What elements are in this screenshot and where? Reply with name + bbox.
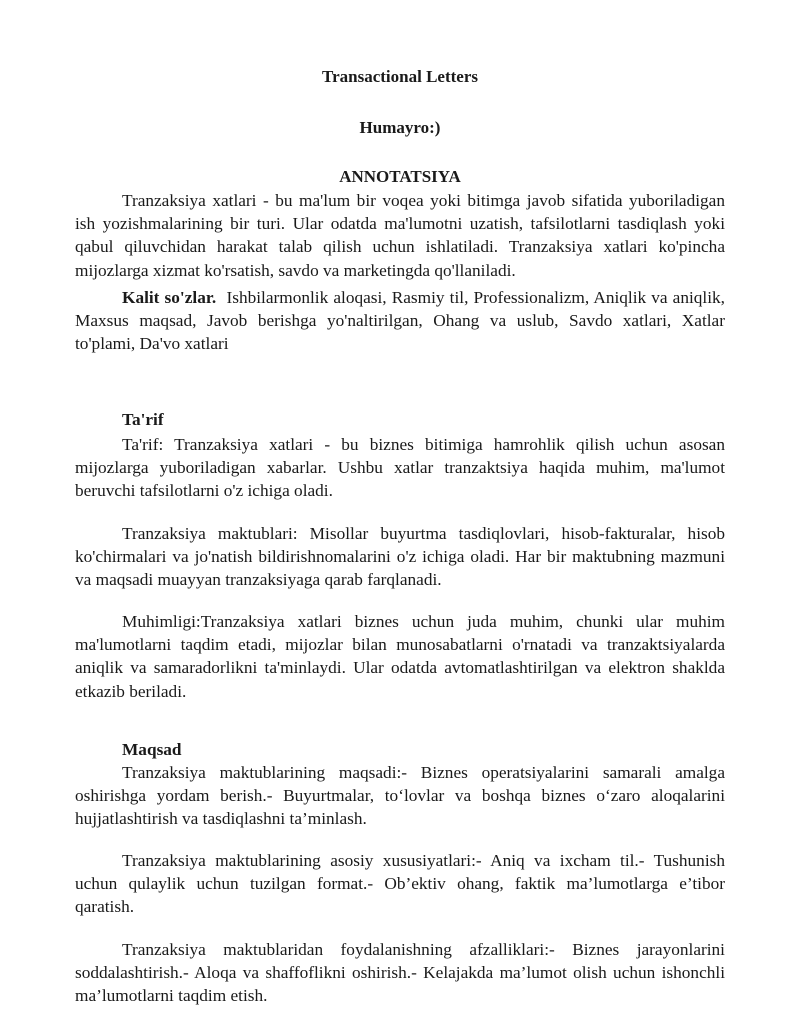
keywords-text: Ishbilarmonlik aloqasi, Rasmiy til, Professionalizm, Aniqlik va aniqlik, Maxsus maqsad, Javob berishga yo'naltirilgan, Ohang va uslub, Savdo xatlari, Xatlar to'plami, Da'vo xatlari [75,288,725,354]
maqsad-paragraph-2: Tranzaksiya maktublarining asosiy xususiyatlari:- Aniq va ixcham til.- Tushunish uchun qulaylik uchun tuzilgan format.- Ob’ektiv ohang, faktik ma’lumotlarga e’tibor qaratish. [75,851,725,917]
keywords-label: Kalit so'zlar. [122,288,217,307]
keywords-paragraph [75,286,725,356]
document-author: Humayro:) [359,118,441,137]
annotation-heading: ANNOTATSIYA [339,167,461,186]
document-title: Transactional Letters [322,67,478,86]
section-heading-tarif: Ta'rif [122,410,164,429]
tarif-paragraph-2: Tranzaksiya maktublari: Misollar buyurtma tasdiqlovlari, hisob-fakturalar, hisob ko'chirmalari va jo'natish bildirishnomalarini o'z ichiga oladi. Har bir maktubning mazmuni va maqsadi muayyan tranzaksiyaga qarab farqlanadi. [75,524,725,590]
tarif-paragraph-1: Ta'rif: Tranzaksiya xatlari - bu biznes bitimiga hamrohlik qilish uchun asosan mijozlarga yuboriladigan xabarlar. Ushbu xatlar tranzaktsiya haqida muhim, ma'lumot beruvchi tafsilotlarni o'z ichiga oladi. [75,435,725,501]
maqsad-paragraph-1: Tranzaksiya maktublarining maqsadi:- Biznes operatsiyalarini samarali amalga oshirishga yordam berish.- Buyurtmalar, to‘lovlar va boshqa biznes o‘zaro aloqalarini hujjatlashtirish va tasdiqlashni ta’minlash. [75,763,725,829]
annotation-paragraph: Tranzaksiya xatlari - bu ma'lum bir voqea yoki bitimga javob sifatida yuboriladigan ish yozishmalarining bir turi. Ular odatda ma'lumotni uzatish, tafsilotlarni tasdiqlash yoki qabul qiluvchidan harakat talab qilish uchun ishlatiladi. Tranzaksiya xatlari ko'pincha mijozlarga xizmat ko'rsatish, savdo va marketingda qo'llaniladi. [75,191,725,280]
tarif-paragraph-3: Muhimligi:Tranzaksiya xatlari biznes uchun juda muhim, chunki ular muhim ma'lumotlarni taqdim etadi, mijozlar bilan munosabatlarni o'rnatadi va tranzaktsiyalarda aniqlik va samaradorlikni ta'minlaydi. Ular odatda avtomatlashtirilgan va elektron shaklda etkazib beriladi. [75,612,725,701]
section-heading-maqsad: Maqsad [122,740,182,759]
maqsad-paragraph-3: Tranzaksiya maktublaridan foydalanishning afzalliklari:- Biznes jarayonlarini soddalashtirish.- Aloqa va shaffoflikni oshirish.- Kelajakda ma’lumot olish uchun ishonchli ma’lumotlarni taqdim etish. [75,940,725,1006]
